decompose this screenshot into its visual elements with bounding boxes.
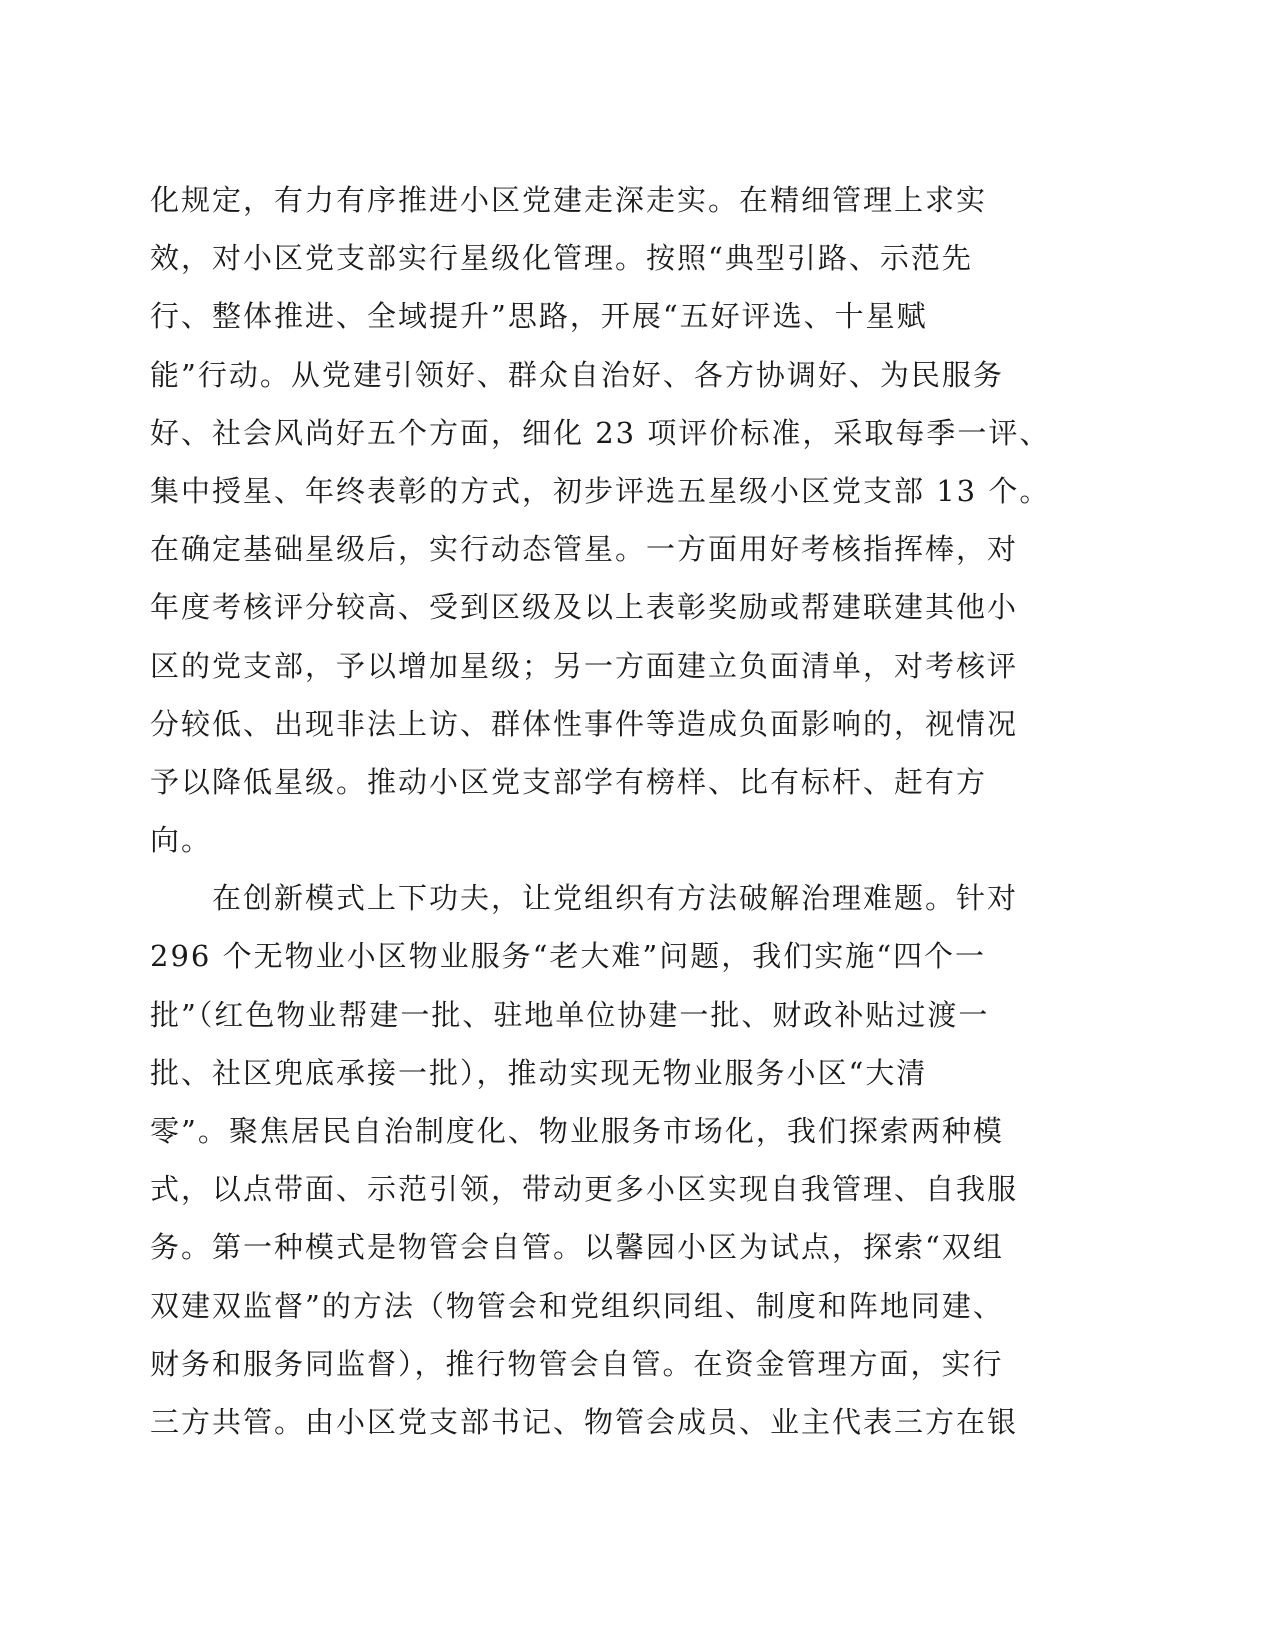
text-line: 零”。聚焦居民自治制度化、物业服务市场化，我们探索两种模 [150,1114,1004,1148]
text-line: 三方共管。由小区党支部书记、物管会成员、业主代表三方在银 [150,1404,1019,1439]
text-line: 集中授星、年终表彰的方式，初步评选五星级小区党支部 13 个。 [150,473,1051,508]
body-text [150,178,1050,1458]
text-line: 在确定基础星级后，实行动态管星。一方面用好考核指挥棒，对 [150,532,1019,567]
text-line: 务。第一种模式是物管会自管。以馨园小区为试点，探索“双组 [150,1230,1004,1265]
text-line: 年度考核评分较高、受到区级及以上表彰奖励或帮建联建其他小 [150,590,1019,625]
paragraph-first-line: 在创新模式上下功夫，让党组织有方法破解治理难题。针对 [212,881,1019,916]
text-line: 予以降低星级。推动小区党支部学有榜样、比有标杆、赶有方 [150,764,988,799]
text-line: 效，对小区党支部实行星级化管理。按照“典型引路、示范先 [150,241,973,276]
text-line: 双建双监督”的方法（物管会和党组织同组、制度和阵地同建、 [150,1288,1004,1323]
text-line: 分较低、出现非法上访、群体性事件等造成负面影响的，视情况 [150,706,1019,741]
text-line: 区的党支部，予以增加星级；另一方面建立负面清单，对考核评 [150,648,1019,683]
text-line: 财务和服务同监督），推行物管会自管。在资金管理方面，实行 [150,1346,1004,1381]
text-line: 批、社区兜底承接一批），推动实现无物业服务小区“大清 [150,1055,928,1090]
text-line: 向。 [150,823,213,858]
text-line: 好、社会风尚好五个方面，细化 23 项评价标准，采取每季一评、 [150,415,1051,450]
text-line: 批”（红色物业帮建一批、驻地单位协建一批、财政补贴过渡一 [150,997,990,1032]
text-line: 能”行动。从党建引领好、群众自治好、各方协调好、为民服务 [150,357,1004,392]
text-line: 行、整体推进、全域提升”思路，开展“五好评选、十星赋 [150,299,928,334]
text-line: 296 个无物业小区物业服务“老大难”问题，我们实施“四个一 [150,939,987,974]
text-line: 式，以点带面、示范引领，带动更多小区实现自我管理、自我服 [150,1172,1019,1207]
text-line: 化规定，有力有序推进小区党建走深走实。在精细管理上求实 [150,183,988,217]
